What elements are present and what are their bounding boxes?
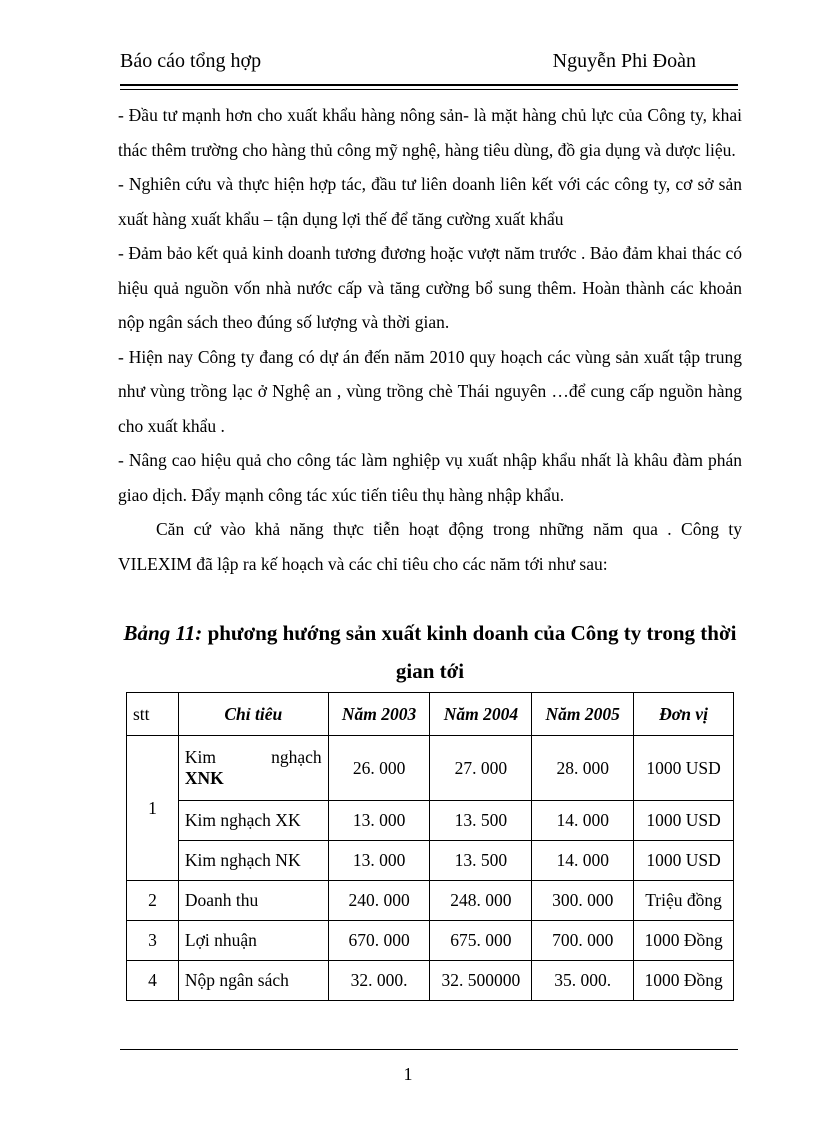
- paragraph-5: - Nâng cao hiệu quả cho công tác làm nghiệp vụ xuất nhập khẩu nhất là khâu đàm phán giao dịch. Đẩy mạnh công tác xúc tiến tiêu thụ hàng nhập khẩu.: [118, 450, 742, 505]
- cell-2003: 32. 000.: [328, 961, 430, 1001]
- paragraph-3: - Đảm bảo kết quả kinh doanh tương đương hoặc vượt năm trước . Bảo đảm khai thác có hiệu quả nguồn vốn nhà nước cấp và tăng cường bổ sung thêm. Hoàn thành các khoản nộp ngân sách theo đúng số lượng và thời gian.: [118, 243, 742, 332]
- table-row: [127, 921, 734, 961]
- cell-unit: 1000 USD: [634, 841, 734, 881]
- page-number: 1: [403, 1064, 413, 1084]
- cell-stt: 4: [127, 961, 179, 1001]
- cell-unit: 1000 USD: [634, 736, 734, 801]
- header-unit: Đơn vị: [634, 693, 734, 736]
- header-rule-thick: [120, 84, 738, 86]
- body-text: [118, 98, 742, 581]
- cell-2004: 32. 500000: [430, 961, 532, 1001]
- paragraph-1: - Đầu tư mạnh hơn cho xuất khẩu hàng nông sản- là mặt hàng chủ lực của Công ty, khai thác thêm trường cho hàng thủ công mỹ nghệ, hàng tiêu dùng, đồ gia dụng và dược liệu.: [118, 105, 742, 160]
- cell-2003: 13. 000: [328, 801, 430, 841]
- header-title: Báo cáo tổng hợp: [120, 50, 262, 72]
- header-author: Nguyễn Phi Đoàn: [552, 50, 696, 72]
- cell-2004: 13. 500: [430, 801, 532, 841]
- cell-2005: 14. 000: [532, 801, 634, 841]
- table-row: [127, 801, 734, 841]
- table-row: [127, 841, 734, 881]
- cell-unit: Triệu đồng: [634, 881, 734, 921]
- table-row: [127, 881, 734, 921]
- header-2005: Năm 2005: [532, 693, 634, 736]
- cell-stt: 1: [127, 736, 179, 881]
- cell-2004: 27. 000: [430, 736, 532, 801]
- paragraph-2: - Nghiên cứu và thực hiện hợp tác, đầu tư liên doanh liên kết với các công ty, cơ sở sản xuất hàng xuất khẩu – tận dụng lợi thế để tăng cường xuất khẩu: [118, 174, 742, 229]
- table-caption-label: Bảng 11:: [123, 621, 203, 645]
- cell-indicator-word: nghạch: [271, 747, 322, 767]
- cell-2004: 248. 000: [430, 881, 532, 921]
- cell-indicator: [178, 736, 328, 801]
- table-caption: [120, 614, 740, 690]
- cell-indicator: Lợi nhuận: [178, 921, 328, 961]
- paragraph-4: - Hiện nay Công ty đang có dự án đến năm 2010 quy hoạch các vùng sản xuất tập trung như vùng trồng lạc ở Nghệ an , vùng trồng chè Thái nguyên …để cung cấp nguồn hàng cho xuất khẩu .: [118, 346, 742, 436]
- cell-2004: 675. 000: [430, 921, 532, 961]
- plan-table: [126, 692, 734, 1001]
- cell-2005: 28. 000: [532, 736, 634, 801]
- header-stt: stt: [127, 693, 179, 736]
- cell-2003: 240. 000: [328, 881, 430, 921]
- cell-indicator-word: Kim: [184, 747, 217, 767]
- cell-indicator: Nộp ngân sách: [178, 961, 328, 1001]
- cell-2005: 14. 000: [532, 841, 634, 881]
- cell-indicator-word: XNK: [184, 768, 224, 788]
- cell-indicator: Kim nghạch XK: [178, 801, 328, 841]
- cell-unit: 1000 Đồng: [634, 961, 734, 1001]
- header-2004: Năm 2004: [430, 693, 532, 736]
- header-2003: Năm 2003: [328, 693, 430, 736]
- cell-unit: 1000 Đồng: [634, 921, 734, 961]
- header-indicator: Chỉ tiêu: [178, 693, 328, 736]
- cell-unit: 1000 USD: [634, 801, 734, 841]
- cell-stt: 2: [127, 881, 179, 921]
- cell-indicator: Kim nghạch NK: [178, 841, 328, 881]
- cell-2003: 13. 000: [328, 841, 430, 881]
- cell-indicator: Doanh thu: [178, 881, 328, 921]
- table-row: [127, 736, 734, 801]
- cell-2005: 700. 000: [532, 921, 634, 961]
- table-header-row: [127, 693, 734, 736]
- cell-2003: 670. 000: [328, 921, 430, 961]
- page-header: [120, 50, 738, 80]
- cell-2005: 300. 000: [532, 881, 634, 921]
- footer-rule: [120, 1049, 738, 1050]
- cell-2004: 13. 500: [430, 841, 532, 881]
- table-row: [127, 961, 734, 1001]
- table-caption-title: phương hướng sản xuất kinh doanh của Công ty trong thời gian tới: [202, 621, 737, 683]
- cell-2003: 26. 000: [328, 736, 430, 801]
- header-rule-thin: [120, 89, 738, 90]
- paragraph-6: Căn cứ vào khả năng thực tiễn hoạt động trong những năm qua . Công ty VILEXIM đã lập ra kế hoạch và các chỉ tiêu cho các năm tới như sau:: [118, 519, 742, 574]
- cell-stt: 3: [127, 921, 179, 961]
- cell-2005: 35. 000.: [532, 961, 634, 1001]
